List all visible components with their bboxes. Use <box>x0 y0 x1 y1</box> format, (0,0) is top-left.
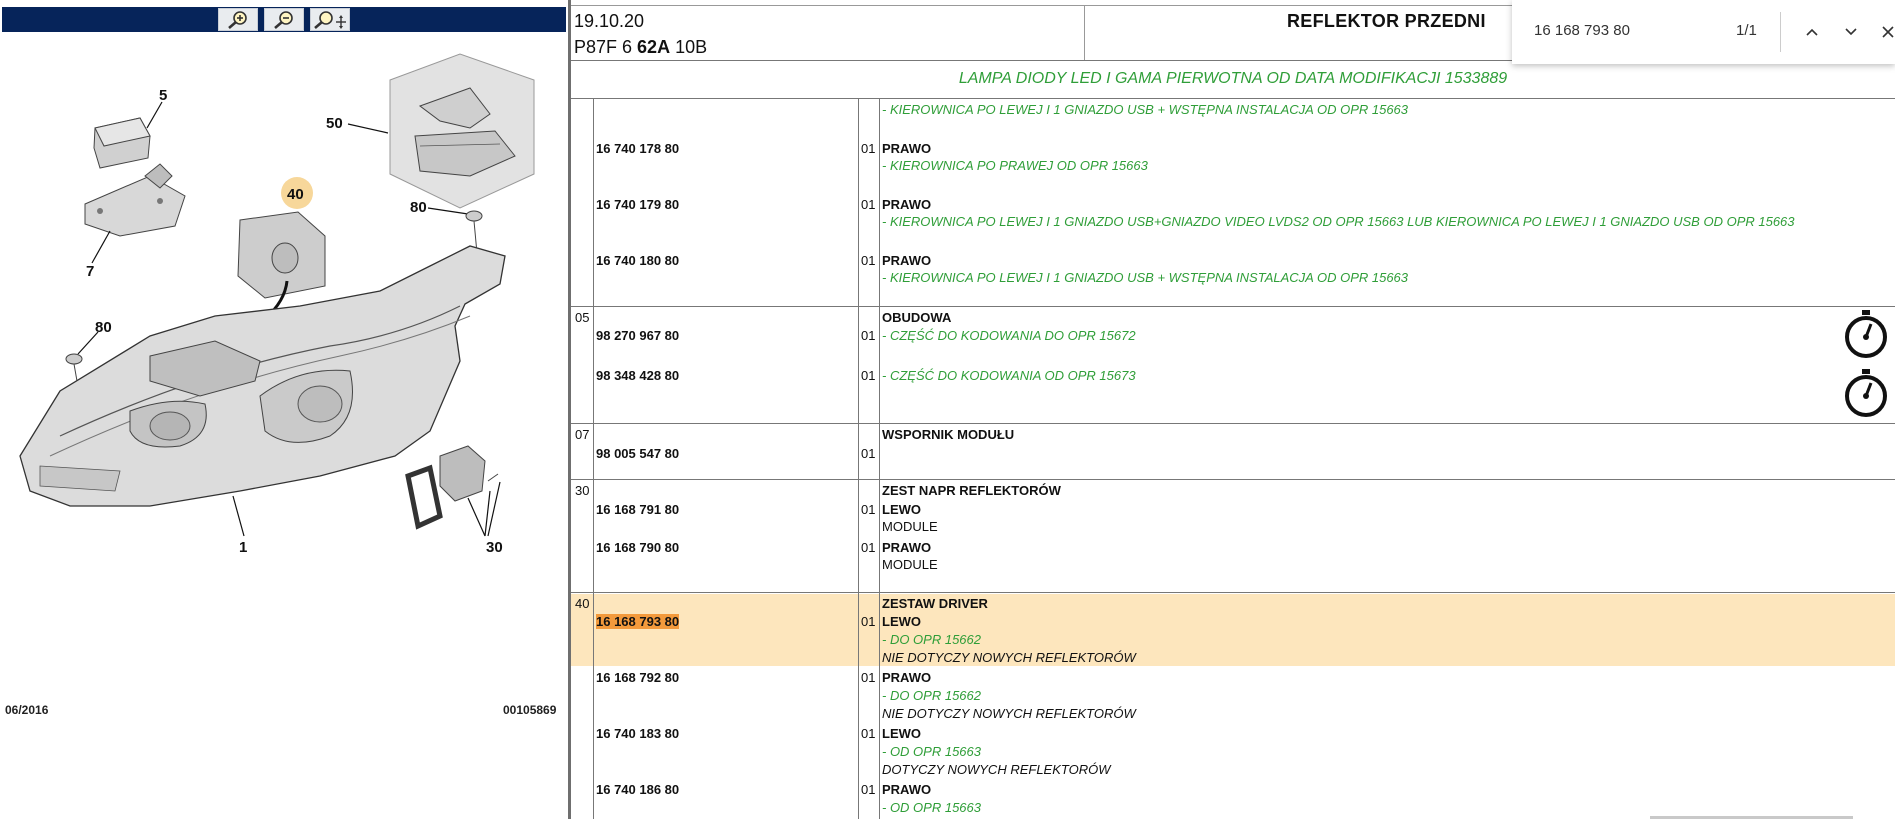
find-close-button[interactable] <box>1874 18 1895 46</box>
quantity: 01 <box>861 328 876 343</box>
part-name: PRAWO <box>882 253 932 268</box>
find-next-button[interactable] <box>1837 18 1865 46</box>
part-5[interactable] <box>94 118 150 168</box>
diagram-date: 06/2016 <box>5 703 49 717</box>
zoom-pan-button[interactable] <box>310 8 350 31</box>
header-date: 19.10.20 <box>574 11 645 31</box>
part-name: LEWO <box>882 614 921 629</box>
row-description: MODULE <box>882 557 938 572</box>
quantity: 01 <box>861 782 876 797</box>
highlighted-row <box>571 594 1895 666</box>
header-code-prefix: P87F 6 <box>574 37 638 57</box>
part-number[interactable]: 16 168 790 80 <box>596 540 680 555</box>
part-number[interactable]: 98 270 967 80 <box>596 328 680 343</box>
group-name: WSPORNIK MODUŁU <box>882 427 1015 442</box>
part-50-inset[interactable] <box>390 54 534 208</box>
find-match-count: 1/1 <box>1736 22 1757 39</box>
quantity: 01 <box>861 502 876 517</box>
quantity: 01 <box>861 368 876 383</box>
callout-80-left[interactable]: 80 <box>95 319 112 336</box>
stopwatch-icon[interactable] <box>1841 309 1891 359</box>
row-description: DOTYCZY NOWYCH REFLEKTORÓW <box>882 762 1111 777</box>
diagram-reference: 00105869 <box>503 703 557 717</box>
group-separator <box>571 479 1895 480</box>
row-description: NIE DOTYCZY NOWYCH REFLEKTORÓW <box>882 706 1136 721</box>
callout-40[interactable]: 40 <box>287 186 304 203</box>
row-note: - KIEROWNICA PO LEWEJ I 1 GNIAZDO USB + WSTĘPNA INSTALACJA OD OPR 15663 <box>882 270 1409 285</box>
part-number-highlighted[interactable] <box>596 614 679 629</box>
row-description: NIE DOTYCZY NOWYCH REFLEKTORÓW <box>882 650 1136 665</box>
callout-30[interactable]: 30 <box>486 539 503 556</box>
part-number[interactable]: 16 740 180 80 <box>596 253 680 268</box>
find-previous-button[interactable] <box>1798 18 1826 46</box>
callout-50[interactable]: 50 <box>326 115 343 132</box>
group-separator <box>571 423 1895 424</box>
zoom-pan-icon <box>312 10 348 30</box>
group-number: 40 <box>575 596 590 611</box>
group-name: OBUDOWA <box>882 310 952 325</box>
col-divider-name <box>879 99 880 819</box>
row-note: - CZĘŚĆ DO KODOWANIA DO OPR 15672 <box>882 328 1136 343</box>
close-icon <box>1880 24 1895 40</box>
group-name: ZESTAW DRIVER <box>882 596 988 611</box>
row-description: MODULE <box>882 519 938 534</box>
chevron-up-icon <box>1804 24 1820 40</box>
row-note: - DO OPR 15662 <box>882 632 981 647</box>
row-note: - KIEROWNICA PO LEWEJ I 1 GNIAZDO USB + WSTĘPNA INSTALACJA OD OPR 15663 <box>882 102 1409 117</box>
zoom-out-button[interactable] <box>264 8 304 31</box>
quantity: 01 <box>861 540 876 555</box>
group-number: 30 <box>575 483 590 498</box>
quantity: 01 <box>861 614 876 629</box>
part-number[interactable]: 16 740 186 80 <box>596 782 680 797</box>
row-note: - OD OPR 15663 <box>882 800 981 815</box>
part-number[interactable]: 98 005 547 80 <box>596 446 680 461</box>
part-name: PRAWO <box>882 782 932 797</box>
part-name: PRAWO <box>882 540 932 555</box>
parts-list-panel <box>571 0 1895 819</box>
part-name: LEWO <box>882 502 921 517</box>
row-note: - DO OPR 15662 <box>882 688 981 703</box>
callout-7[interactable]: 7 <box>86 263 95 280</box>
part-name: LEWO <box>882 726 921 741</box>
callout-1[interactable]: 1 <box>239 539 248 556</box>
callout-5[interactable]: 5 <box>159 87 168 104</box>
part-number[interactable]: 16 740 179 80 <box>596 197 680 212</box>
header-code-bold: 62A <box>637 37 671 57</box>
zoom-out-icon <box>270 10 298 30</box>
stopwatch-icon[interactable] <box>1841 368 1891 418</box>
part-name: PRAWO <box>882 197 932 212</box>
find-input[interactable] <box>1532 21 1726 40</box>
zoom-in-button[interactable] <box>218 8 258 31</box>
group-separator <box>571 306 1895 307</box>
find-separator <box>1780 12 1781 52</box>
row-note: - KIEROWNICA PO PRAWEJ OD OPR 15663 <box>882 158 1148 173</box>
diagram-panel <box>0 0 568 819</box>
header-code-suffix: 10B <box>670 37 708 57</box>
part-name: PRAWO <box>882 670 932 685</box>
part-number[interactable]: 16 740 183 80 <box>596 726 680 741</box>
col-divider-qty <box>858 99 859 819</box>
page-title: REFLEKTOR PRZEDNI <box>1287 11 1486 31</box>
part-name: PRAWO <box>882 141 932 156</box>
part-number[interactable]: 98 348 428 80 <box>596 368 680 383</box>
header-code <box>574 37 707 58</box>
quantity: 01 <box>861 253 876 268</box>
part-30[interactable] <box>408 446 498 526</box>
group-separator <box>571 592 1895 593</box>
part-40[interactable] <box>238 212 325 298</box>
callout-80-top[interactable]: 80 <box>410 199 427 216</box>
part-7[interactable] <box>85 164 185 236</box>
quantity: 01 <box>861 197 876 212</box>
col-divider-group <box>593 99 594 819</box>
chevron-down-icon <box>1843 24 1859 40</box>
group-name: ZEST NAPR REFLEKTORÓW <box>882 483 1061 498</box>
row-note: - KIEROWNICA PO LEWEJ I 1 GNIAZDO USB+GNIAZDO VIDEO LVDS2 OD OPR 15663 LUB KIEROWNICA PO LEWEJ I 1 GNIAZDO USB OD OPR 15663 <box>882 214 1795 229</box>
part-number[interactable]: 16 168 791 80 <box>596 502 680 517</box>
row-note: - OD OPR 15663 <box>882 744 981 759</box>
row-note: - CZĘŚĆ DO KODOWANIA OD OPR 15673 <box>882 368 1136 383</box>
part-number[interactable]: 16 168 792 80 <box>596 670 680 685</box>
part-number[interactable]: 16 740 178 80 <box>596 141 680 156</box>
group-number: 05 <box>575 310 590 325</box>
diagram-toolbar <box>2 7 566 32</box>
quantity: 01 <box>861 726 876 741</box>
zoom-in-icon <box>224 10 252 30</box>
exploded-parts-diagram <box>0 36 568 736</box>
quantity: 01 <box>861 670 876 685</box>
header-divider <box>1084 6 1085 60</box>
search-match[interactable]: 16 168 793 80 <box>596 614 680 629</box>
group-number: 07 <box>575 427 590 442</box>
find-bar <box>1512 0 1895 64</box>
section-subtitle: LAMPA DIODY LED I GAMA PIERWOTNA OD DATA MODIFIKACJI 1533889 <box>571 60 1895 99</box>
quantity: 01 <box>861 446 876 461</box>
quantity: 01 <box>861 141 876 156</box>
